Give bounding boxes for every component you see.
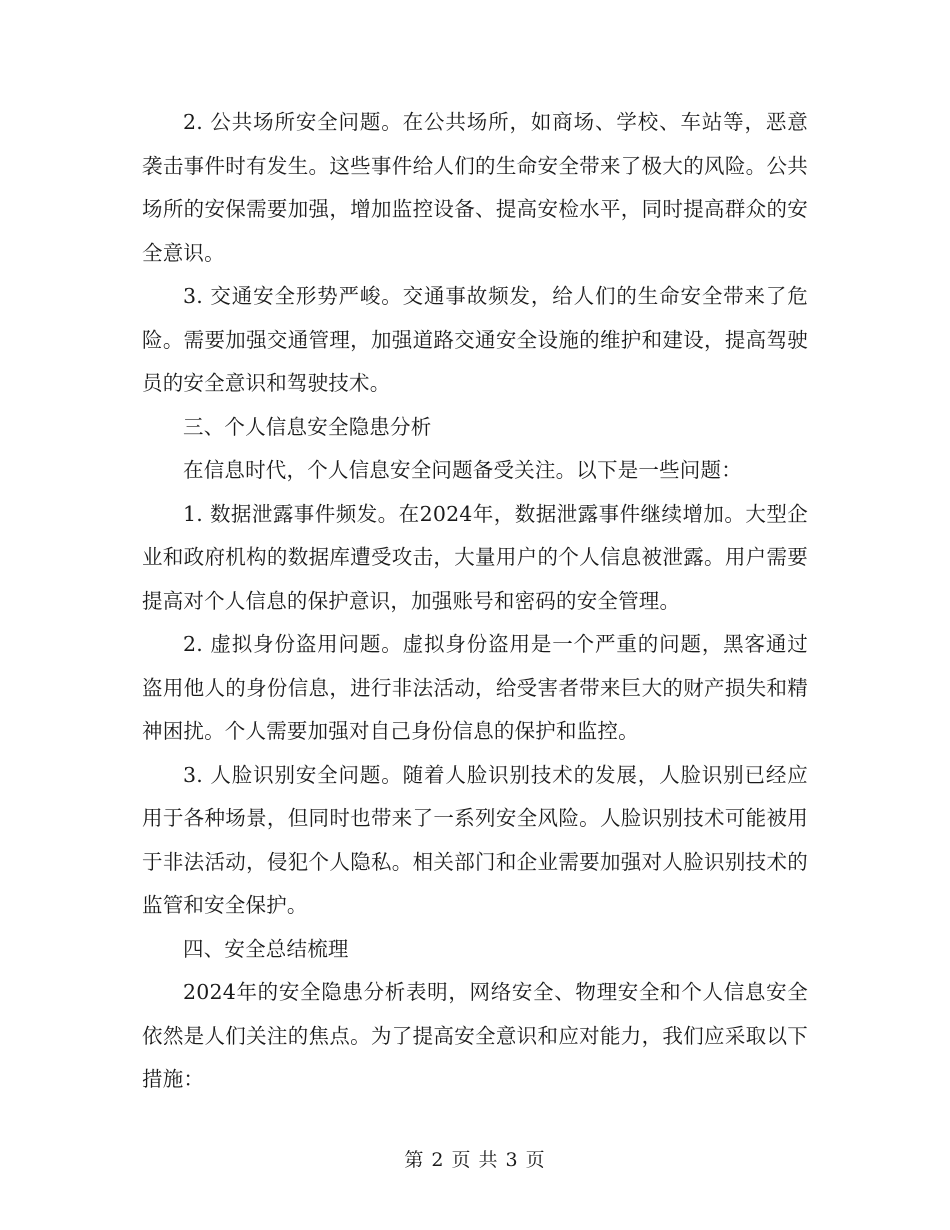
- paragraph-public-places: 2. 公共场所安全问题。在公共场所，如商场、学校、车站等，恶意袭击事件时有发生。这些事件给人们的生命安全带来了极大的风险。公共场所的安保需要加强，增加监控设备、提高安检水平，同时提高群众的安全意识。: [142, 110, 808, 265]
- paragraph-summary: 2024年的安全隐患分析表明，网络安全、物理安全和个人信息安全依然是人们关注的焦点。为了提高安全意识和应对能力，我们应采取以下措施：: [142, 980, 808, 1091]
- page-footer: 第 2 页 共 3 页: [404, 1149, 546, 1171]
- paragraph-face-recognition: 3. 人脸识别安全问题。随着人脸识别技术的发展，人脸识别已经应用于各种场景，但同时也带来了一系列安全风险。人脸识别技术可能被用于非法活动，侵犯个人隐私。相关部门和企业需要加强对人脸识别技术的监管和安全保护。: [142, 762, 808, 917]
- section-heading-personal-info: 三、个人信息安全隐患分析: [183, 414, 432, 439]
- paragraph-info-era-intro: 在信息时代，个人信息安全问题备受关注。以下是一些问题：: [183, 458, 742, 482]
- document-body: [142, 101, 808, 1102]
- section-heading-summary: 四、安全总结梳理: [183, 936, 349, 961]
- paragraph-identity-theft: 2. 虚拟身份盗用问题。虚拟身份盗用是一个严重的问题，黑客通过盗用他人的身份信息，进行非法活动，给受害者带来巨大的财产损失和精神困扰。个人需要加强对自己身份信息的保护和监控。: [142, 632, 808, 743]
- paragraph-traffic-safety: 3. 交通安全形势严峻。交通事故频发，给人们的生命安全带来了危险。需要加强交通管理，加强道路交通安全设施的维护和建设，提高驾驶员的安全意识和驾驶技术。: [142, 284, 808, 395]
- paragraph-data-leak: 1. 数据泄露事件频发。在2024年，数据泄露事件继续增加。大型企业和政府机构的数据库遭受攻击，大量用户的个人信息被泄露。用户需要提高对个人信息的保护意识，加强账号和密码的安全管理。: [142, 501, 808, 613]
